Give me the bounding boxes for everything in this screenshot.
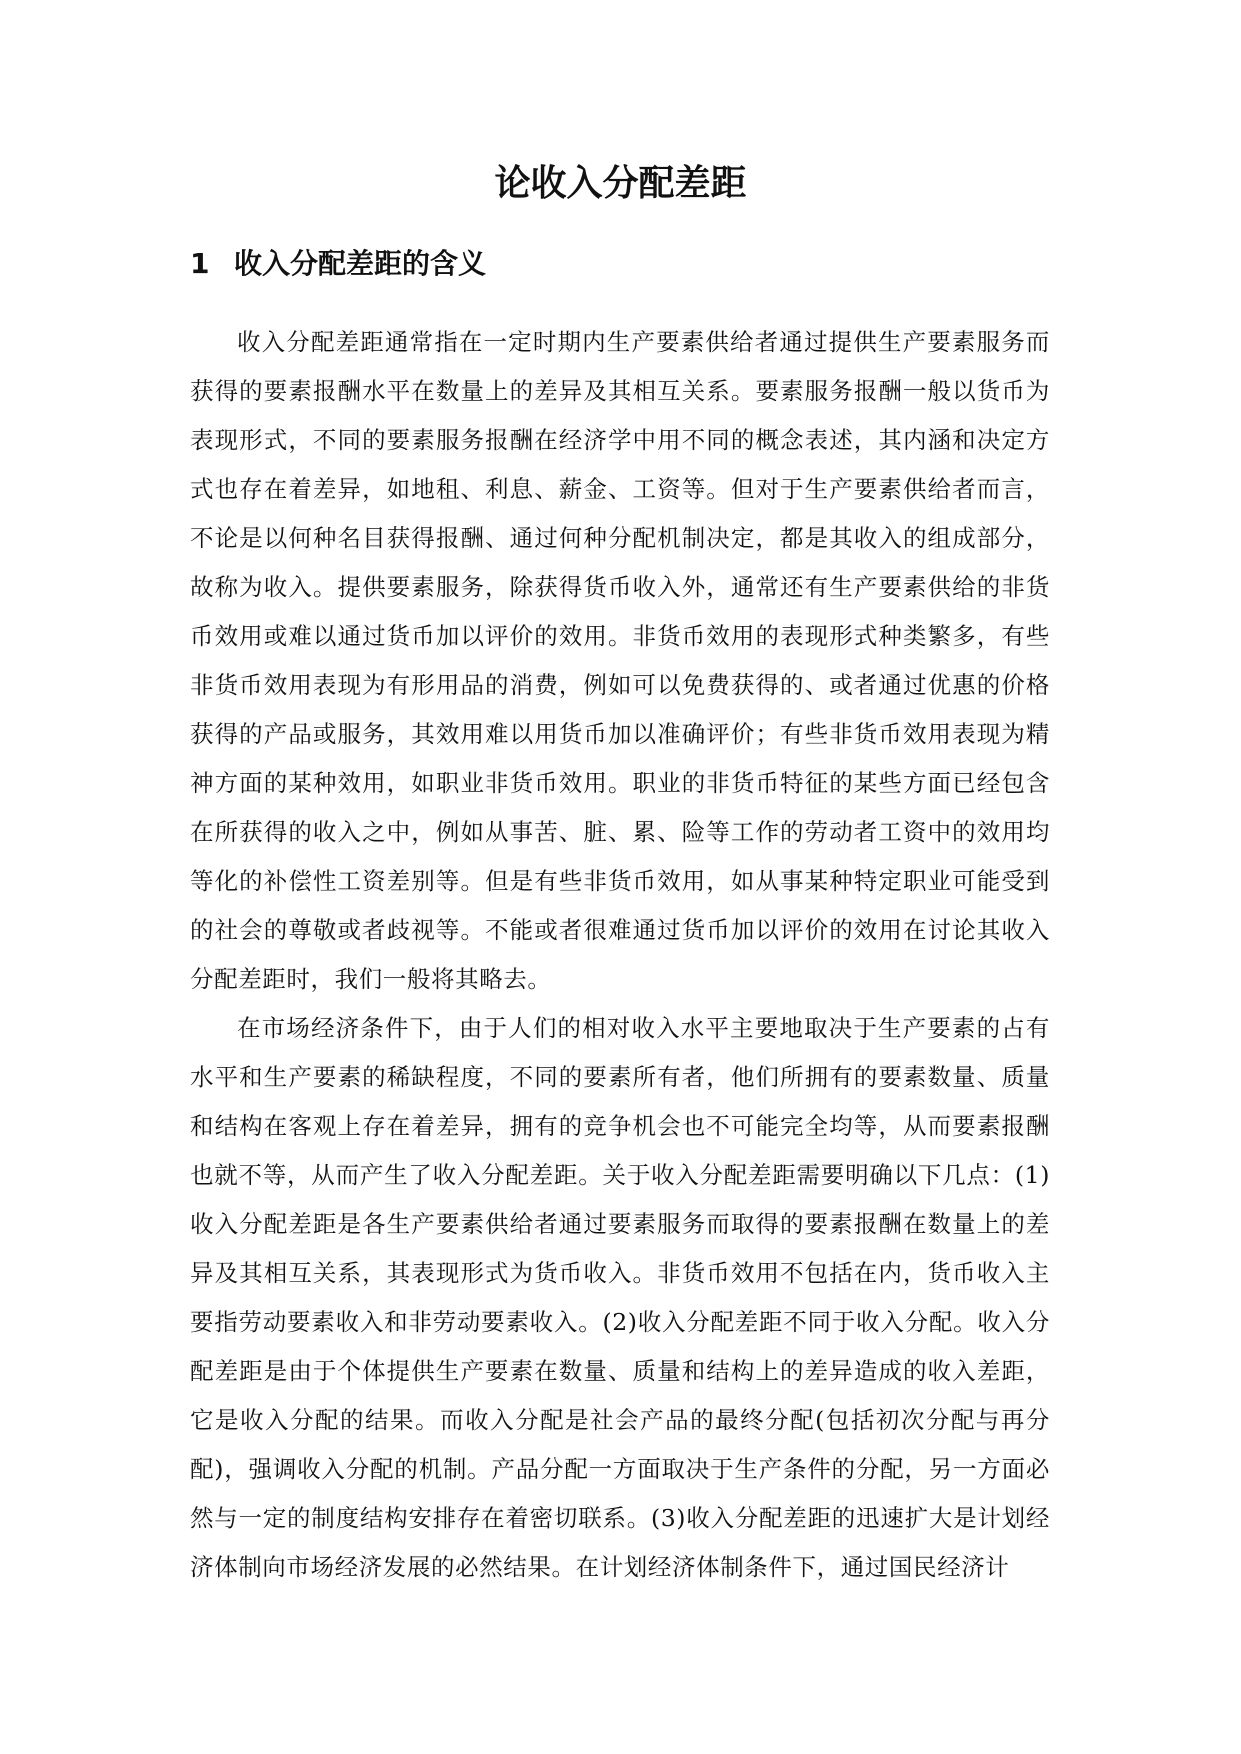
body-text bbox=[190, 318, 1050, 1592]
paragraph-1: 收入分配差距通常指在一定时期内生产要素供给者通过提供生产要素服务而获得的要素报酬水平在数量上的差异及其相互关系。要素服务报酬一般以货币为表现形式，不同的要素服务报酬在经济学中用不同的概念表述，其内涵和决定方式也存在着差异，如地租、利息、薪金、工资等。但对于生产要素供给者而言，不论是以何种名目获得报酬、通过何种分配机制决定，都是其收入的组成部分，故称为收入。提供要素服务，除获得货币收入外，通常还有生产要素供给的非货币效用或难以通过货币加以评价的效用。非货币效用的表现形式种类繁多，有些非货币效用表现为有形用品的消费，例如可以免费获得的、或者通过优惠的价格获得的产品或服务，其效用难以用货币加以准确评价；有些非货币效用表现为精神方面的某种效用，如职业非货币效用。职业的非货币特征的某些方面已经包含在所获得的收入之中，例如从事苦、脏、累、险等工作的劳动者工资中的效用均等化的补偿性工资差别等。但是有些非货币效用，如从事某种特定职业可能受到的社会的尊敬或者歧视等。不能或者很难通过货币加以评价的效用在讨论其收入分配差距时，我们一般将其略去。 bbox=[190, 328, 1050, 993]
section-number: 1 bbox=[190, 247, 210, 280]
section-heading bbox=[190, 244, 1050, 284]
section-title: 收入分配差距的含义 bbox=[234, 247, 487, 280]
document-title: 论收入分配差距 bbox=[494, 163, 747, 204]
paragraph-2: 在市场经济条件下，由于人们的相对收入水平主要地取决于生产要素的占有水平和生产要素的稀缺程度，不同的要素所有者，他们所拥有的要素数量、质量和结构在客观上存在着差异，拥有的竞争机会也不可能完全均等，从而要素报酬也就不等，从而产生了收入分配差距。关于收入分配差距需要明确以下几点：(1)收入分配差距是各生产要素供给者通过要素服务而取得的要素报酬在数量上的差异及其相互关系，其表现形式为货币收入。非货币效用不包括在内，货币收入主要指劳动要素收入和非劳动要素收入。(2)收入分配差距不同于收入分配。收入分配差距是由于个体提供生产要素在数量、质量和结构上的差异造成的收入差距，它是收入分配的结果。而收入分配是社会产品的最终分配(包括初次分配与再分配)，强调收入分配的机制。产品分配一方面取决于生产条件的分配，另一方面必然与一定的制度结构安排存在着密切联系。(3)收入分配差距的迅速扩大是计划经济体制向市场经济发展的必然结果。在计划经济体制条件下，通过国民经济计 bbox=[190, 1014, 1050, 1581]
